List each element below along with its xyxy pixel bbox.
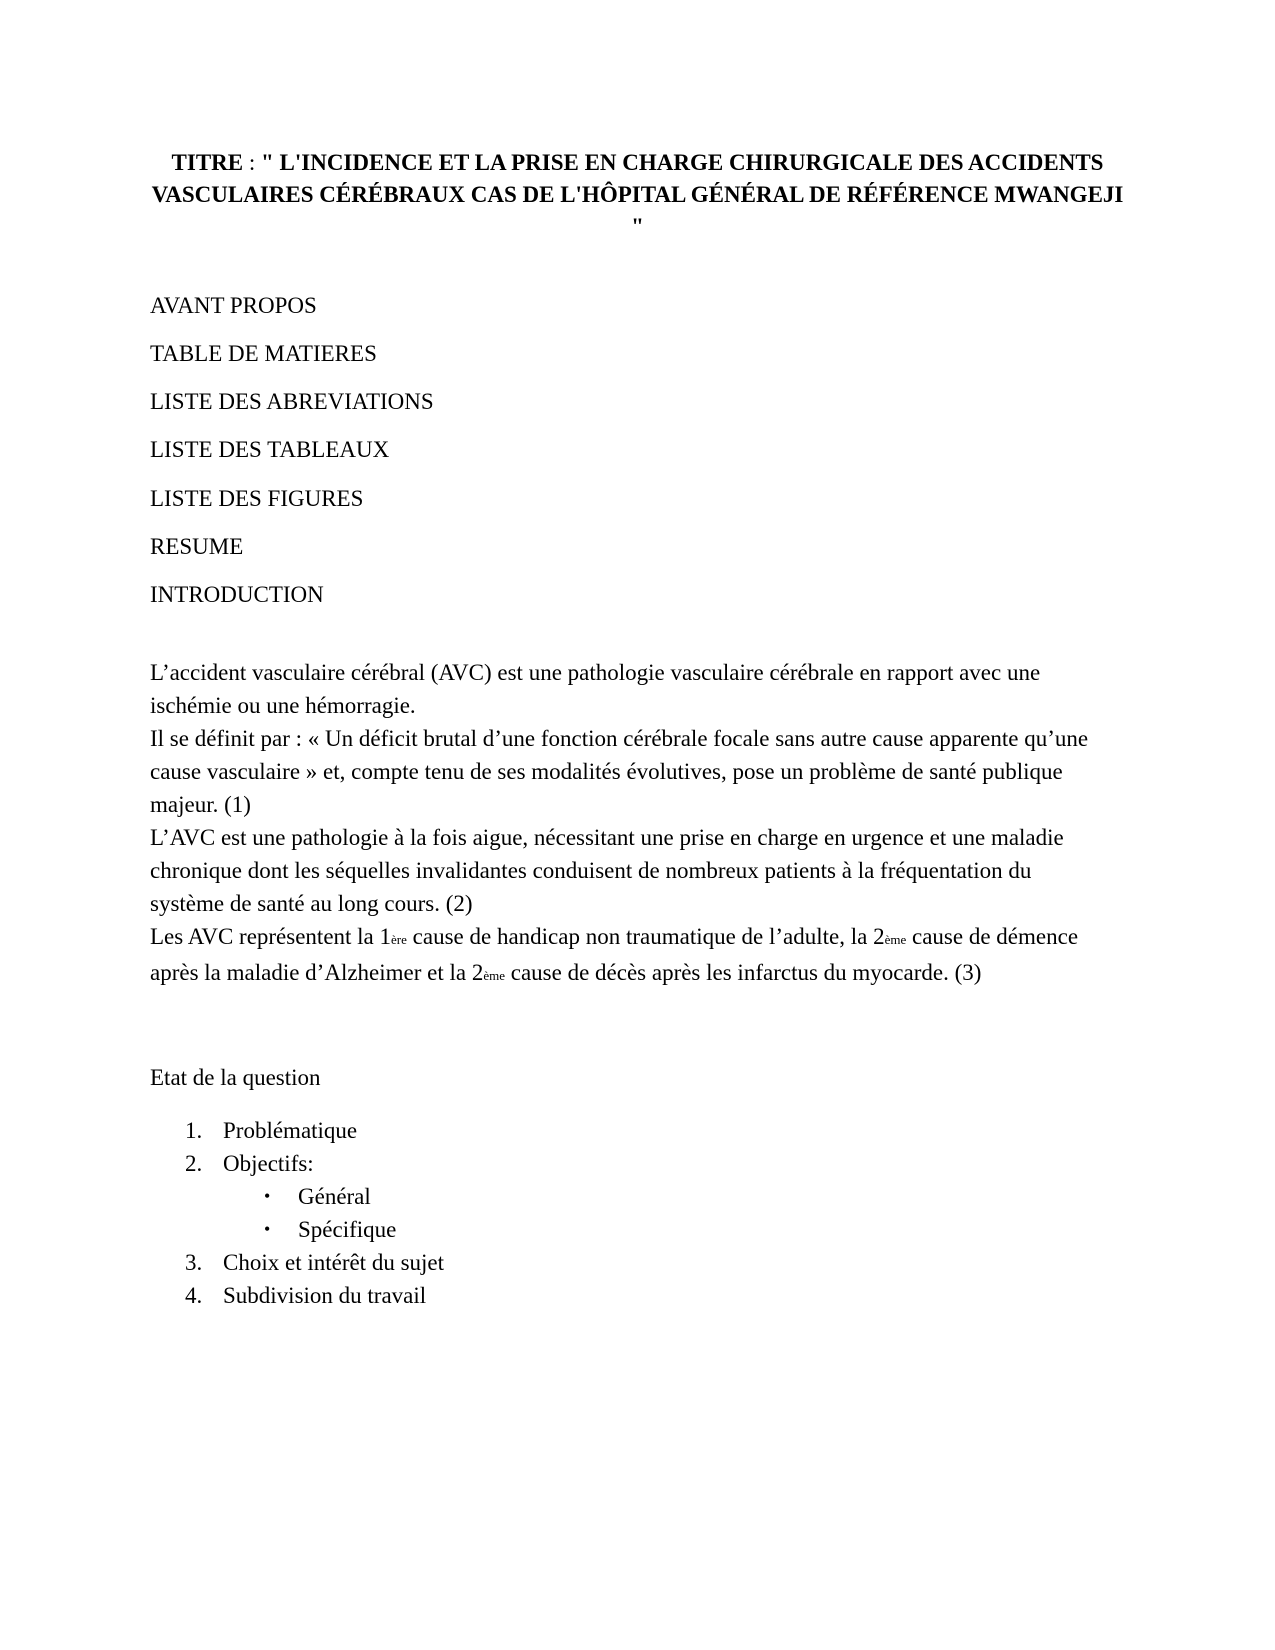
intro-p4-part3: cause de démence après la maladie d’Alzheimer et la 2 [150,924,1079,985]
list-number: 2. [185,1151,203,1176]
intro-p4-part4: cause de décès après les infarctus du myocarde. (3) [505,960,982,985]
ordinal-suffix-3: ème [483,968,505,983]
bullet-icon: • [264,1186,271,1206]
etat-de-la-question-heading: Etat de la question [150,1065,321,1090]
introduction-text [150,656,1090,992]
list-item-text: Objectifs: [223,1151,314,1176]
toc-table-de-matieres: TABLE DE MATIERES [150,341,377,366]
ordinal-suffix-2: ème [884,932,907,947]
list-number: 3. [185,1250,203,1275]
bullet-icon: • [264,1219,271,1239]
document-title [150,147,1125,243]
list-item-text: Subdivision du travail [223,1283,427,1308]
intro-paragraph-4 [150,920,1090,992]
title-text: " L'INCIDENCE ET LA PRISE EN CHARGE CHIRURGICALE DES ACCIDENTS VASCULAIRES CÉRÉBRAUX CAS DE L'HÔPITAL GÉNÉRAL DE RÉFÉRENCE MWANGEJI " [151,150,1124,239]
sub-list-item-text: Général [298,1184,371,1209]
title-colon: : [243,150,262,175]
list-number: 4. [185,1283,203,1308]
toc-liste-abreviations: LISTE DES ABREVIATIONS [150,389,434,414]
intro-paragraph-2: Il se définit par : « Un déficit brutal d’une fonction cérébrale focale sans autre cause apparente qu’une cause vasculaire » et, compte tenu de ses modalités évolutives, pose un problème de santé publique majeur. (1) [150,726,1089,817]
title-label: TITRE [171,150,244,175]
sub-list-item-text: Spécifique [298,1217,397,1242]
toc-avant-propos: AVANT PROPOS [150,293,317,318]
list-item-text: Choix et intérêt du sujet [223,1250,445,1275]
toc-liste-tableaux: LISTE DES TABLEAUX [150,437,390,462]
toc-introduction: INTRODUCTION [150,582,324,607]
intro-paragraph-3: L’AVC est une pathologie à la fois aigue, nécessitant une prise en charge en urgence et une maladie chronique dont les séquelles invalidantes conduisent de nombreux patients à la fréquentation du système de santé au long cours. (2) [150,825,1064,916]
intro-p4-part2: cause de handicap non traumatique de l’adulte, la 2 [406,924,885,949]
toc-resume: RESUME [150,534,244,559]
toc-liste-figures: LISTE DES FIGURES [150,486,364,511]
ordinal-suffix-1: ère [391,932,407,947]
list-item-text: Problématique [223,1118,358,1143]
intro-p4-part1: Les AVC représentent la 1 [150,924,392,949]
intro-paragraph-1: L’accident vasculaire cérébral (AVC) est une pathologie vasculaire cérébrale en rapport avec une ischémie ou une hémorragie. [150,660,1041,718]
list-number: 1. [185,1118,203,1143]
